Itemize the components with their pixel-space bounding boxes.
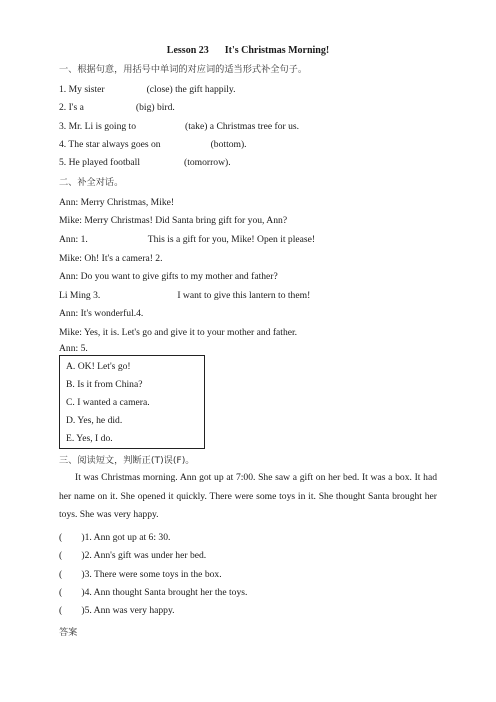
- dialogue-line: [59, 234, 315, 246]
- option-item: D. Yes, he did.: [66, 415, 123, 426]
- dialogue-line: [59, 271, 278, 283]
- dialogue-text: Mike: Merry Christmas! Did Santa bring gift for you, Ann?: [59, 215, 288, 226]
- option-item: B. Is it from China?: [66, 379, 143, 390]
- judge-item: [59, 605, 175, 617]
- fill-item: [59, 84, 235, 96]
- judge-item: [59, 550, 206, 562]
- option-item: A. OK! Let's go!: [66, 361, 131, 372]
- fill-item-hint: (take) a Christmas tree for us.: [185, 121, 300, 132]
- fill-item-text: 5. He played football: [59, 157, 140, 168]
- dialogue-line: [59, 308, 143, 320]
- fill-item-text: 4. The star always goes on: [59, 139, 161, 150]
- dialogue-text: Ann: 5.: [59, 343, 88, 354]
- dialogue-text: Mike: Oh! It's a camera! 2.: [59, 253, 163, 264]
- fill-item-hint: (bottom).: [210, 139, 247, 150]
- judge-item-text: 5. Ann was very happy.: [84, 605, 175, 616]
- dialogue-text: Ann: Merry Christmas, Mike!: [59, 197, 175, 208]
- fill-item: [59, 121, 299, 133]
- fill-item: [59, 157, 231, 169]
- section2-heading: 二、补全对话。: [59, 177, 124, 188]
- page-title: [0, 45, 496, 56]
- section1-heading: 一、根据句意，用括号中单词的对应词的适当形式补全句子。: [59, 64, 308, 75]
- dialogue-text: Mike: Yes, it is. Let's go and give it to your mother and father.: [59, 327, 298, 338]
- dialogue-line: [59, 215, 287, 227]
- judge-item-text: 3. There were some toys in the box.: [84, 569, 222, 580]
- answer-parentheses: ( ): [59, 605, 85, 616]
- dialogue-line: [59, 197, 174, 209]
- answer-parentheses: ( ): [59, 569, 85, 580]
- fill-item: [59, 102, 175, 114]
- judge-item-text: 2. Ann's gift was under her bed.: [84, 550, 207, 561]
- answer-parentheses: ( ): [59, 532, 85, 543]
- reading-passage: It was Christmas morning. Ann got up at 7:00. She saw a gift on her bed. It was a box. It had her name on it. She opened it quickly. There were some toys in it. She thought Santa brought her toys. She was very happy.: [59, 472, 437, 520]
- lesson-name: It's Christmas Morning!: [224, 45, 330, 56]
- dialogue-text: Ann: 1.: [59, 234, 88, 245]
- judge-item: [59, 532, 170, 544]
- dialogue-line: [59, 327, 297, 339]
- answer-parentheses: ( ): [59, 587, 85, 598]
- judge-item: [59, 587, 247, 599]
- judge-item: [59, 569, 222, 581]
- fill-item: [59, 139, 247, 151]
- dialogue-text: Ann: It's wonderful.4.: [59, 308, 144, 319]
- option-item: E. Yes, I do.: [66, 433, 113, 444]
- lesson-number: Lesson 23: [166, 45, 209, 56]
- section3-heading: 三、阅读短文，判断正(T)误(F)。: [59, 455, 195, 466]
- answer-label: 答案: [59, 627, 78, 638]
- fill-item-hint: (close) the gift happily.: [146, 84, 236, 95]
- fill-item-text: 1. My sister: [59, 84, 105, 95]
- fill-item-hint: (tomorrow).: [184, 157, 231, 168]
- dialogue-line: [59, 343, 88, 355]
- dialogue-line: [59, 290, 310, 302]
- answer-parentheses: ( ): [59, 550, 85, 561]
- fill-item-hint: (big) bird.: [135, 102, 175, 113]
- fill-item-text: 3. Mr. Li is going to: [59, 121, 137, 132]
- judge-item-text: 4. Ann thought Santa brought her the toys.: [84, 587, 248, 598]
- dialogue-text: Ann: Do you want to give gifts to my mother and father?: [59, 271, 278, 282]
- dialogue-text-after: This is a gift for you, Mike! Open it please!: [147, 234, 316, 245]
- fill-item-text: 2. I's a: [59, 102, 84, 113]
- dialogue-text-after: I want to give this lantern to them!: [177, 290, 311, 301]
- option-item: C. I wanted a camera.: [66, 397, 150, 408]
- dialogue-line: [59, 253, 163, 265]
- judge-item-text: 1. Ann got up at 6: 30.: [84, 532, 171, 543]
- options-box: [59, 355, 205, 449]
- dialogue-text: Li Ming 3.: [59, 290, 101, 301]
